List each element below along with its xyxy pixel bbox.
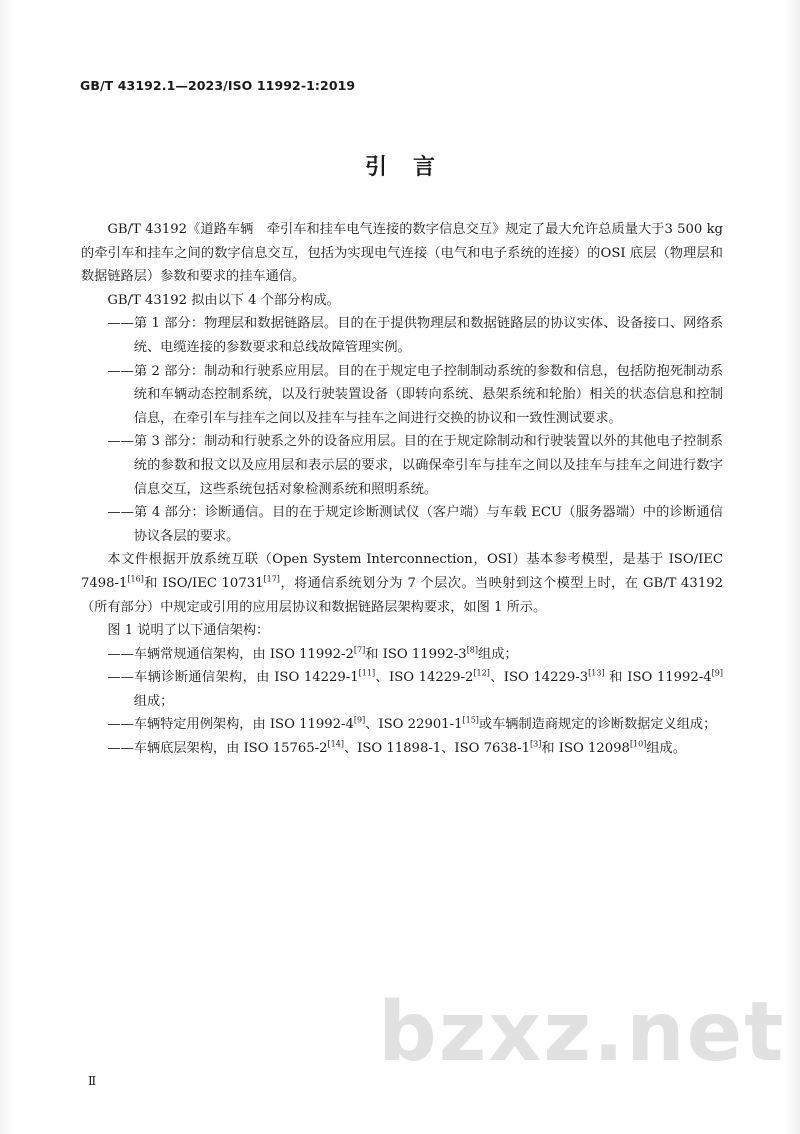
document-body (81, 218, 723, 761)
architecture-text: ——车辆诊断通信架构，由 ISO 14229-1 (107, 670, 359, 686)
architecture-list-item (81, 713, 723, 737)
body-paragraph: GB/T 43192《道路车辆 牵引车和挂车电气连接的数字信息交互》规定了最大允许总质量大于3 500 kg 的牵引车和挂车之间的数字信息交互，包括为实现电气连接（电气和电子系统的连接）的OSI 底层（物理层和数据链路层）参数和要求的挂车通信。 (81, 222, 723, 285)
osi-text-1: 本文件根据开放系统互联（Open System Interconnection，OSI）基本参考模型，是基于 ISO/IEC 7498-1 (81, 552, 723, 591)
reference-mark: [16] (127, 574, 144, 584)
standard-code-header: GB/T 43192.1—2023/ISO 11992-1:2019 (80, 78, 356, 93)
architecture-text: 、ISO 11898-1、ISO 7638-1 (343, 741, 531, 757)
architecture-text: 组成。 (646, 741, 686, 757)
architecture-text: 和 ISO 11992-3 (365, 646, 467, 662)
reference-mark: [13] (588, 668, 605, 678)
reference-mark: [7] (353, 645, 366, 655)
architecture-text: 、ISO 22901-1 (365, 717, 463, 733)
architecture-text: ——车辆特定用例架构，由 ISO 11992-4 (107, 717, 354, 733)
architecture-text: 组成； (478, 646, 518, 662)
architecture-text: 或车辆制造商规定的诊断数据定义组成； (478, 717, 717, 733)
page-title: 引言 (364, 155, 461, 180)
architecture-text: 、ISO 14229-2 (375, 670, 474, 686)
reference-mark: [9] (711, 668, 723, 678)
part-list-item: ——第 2 部分：制动和行驶系应用层。目的在于规定电子控制制动系统的参数和信息，包括防抱死制动系统和车辆动态控制系统，以及行驶装置设备（即转向系统、悬架系统和轮胎）相关的状态信息和控制信息，在牵引车与挂车之间以及挂车与挂车之间进行交换的协议和一致性测试要求。 (107, 363, 723, 426)
architecture-text: ——车辆底层架构，由 ISO 15765-2 (107, 741, 328, 757)
architecture-text: ——车辆常规通信架构，由 ISO 11992-2 (107, 646, 354, 662)
reference-mark: [8] (466, 645, 479, 655)
reference-mark: [3] (530, 739, 542, 749)
reference-mark: [12] (473, 668, 490, 678)
osi-text-2: 和 ISO/IEC 10731 (143, 575, 264, 591)
reference-mark: [10] (629, 739, 647, 749)
architecture-text: 、ISO 14229-3 (489, 670, 589, 686)
osi-text-3: ，将通信系统划分为 7 个层次。当映射到这个模型上时，在 GB/T 43192（所有部分）中规定或引用的应用层协议和数据链路层架构要求，如图 1 所示。 (81, 575, 723, 615)
page-number: Ⅱ (88, 1074, 97, 1088)
architecture-list-item (81, 643, 723, 667)
figure-intro: 图 1 说明了以下通信架构： (107, 623, 270, 639)
part-list-item: ——第 1 部分：物理层和数据链路层。目的在于提供物理层和数据链路层的协议实体、设备接口、网络系统、电缆连接的参数要求和总线故障管理实例。 (107, 316, 723, 355)
architecture-list (81, 643, 723, 761)
reference-mark: [9] (353, 716, 366, 726)
architecture-text: 组成； (133, 693, 174, 709)
reference-mark: [17] (263, 574, 280, 584)
architecture-text: 和 ISO 12098 (541, 741, 630, 757)
watermark-logo: bzxz.net (378, 985, 786, 1080)
architecture-list-item (81, 737, 723, 761)
architecture-list-item (81, 666, 723, 713)
reference-mark: [14] (327, 739, 344, 749)
reference-mark: [15] (462, 716, 479, 726)
part-list-item: ——第 4 部分：诊断通信。目的在于规定诊断测试仪（客户端）与车载 ECU（服务器端）中的诊断通信协议各层的要求。 (107, 505, 723, 544)
body-paragraph: GB/T 43192 拟由以下 4 个部分构成。 (107, 292, 340, 308)
architecture-text: 和 ISO 11992-4 (604, 670, 712, 686)
reference-mark: [11] (358, 668, 376, 678)
part-list-item: ——第 3 部分：制动和行驶系之外的设备应用层。目的在于规定除制动和行驶装置以外的其他电子控制系统的参数和报文以及应用层和表示层的要求，以确保牵引车与挂车之间以及挂车与挂车之间进行数字信息交互，这些系统包括对象检测系统和照明系统。 (107, 434, 723, 497)
osi-paragraph (81, 548, 723, 619)
intro-paragraphs (81, 218, 723, 548)
